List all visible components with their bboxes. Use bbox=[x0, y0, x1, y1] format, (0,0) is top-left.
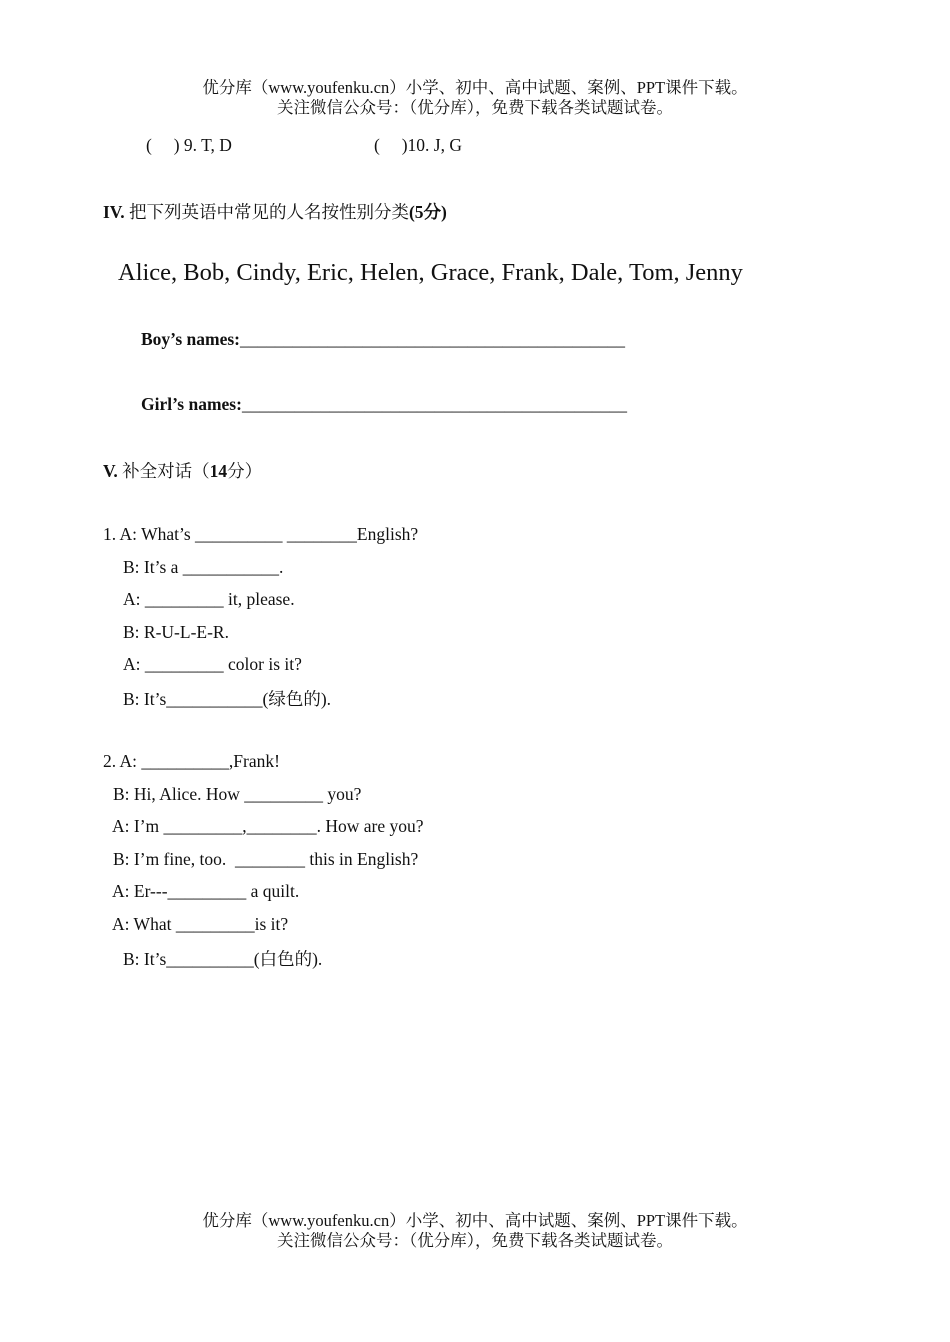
header-line-1: 优分库（www.youfenku.cn）小学、初中、高中试题、案例、PPT课件下载。 bbox=[202, 78, 748, 97]
section-5-title-end: 分） bbox=[227, 461, 263, 481]
dialogue-1-line: B: R-U-L-E-R. bbox=[123, 622, 229, 642]
boys-names-label: Boy’s names: bbox=[141, 329, 241, 349]
section-4-score: (5分) bbox=[408, 202, 447, 222]
dialogue-2-line: A: I’m _________,________. How are you? bbox=[112, 816, 424, 836]
section-5-score: 14 bbox=[209, 461, 228, 481]
dialogue-1-line: B: It’s___________(绿色的). bbox=[123, 689, 332, 709]
boys-names-row bbox=[141, 329, 625, 350]
section-4-heading bbox=[103, 199, 447, 224]
section-4-title: 把下列英语中常见的人名按性别分类 bbox=[124, 202, 409, 222]
section-5-heading bbox=[103, 458, 262, 483]
girls-names-row bbox=[141, 394, 627, 415]
dialogue-2-line: B: I’m fine, too. ________ this in English? bbox=[113, 849, 419, 869]
section-5-label: V. bbox=[103, 461, 118, 481]
dialogue-1-line: 1. A: What’s __________ ________English? bbox=[103, 524, 419, 544]
section-4-label: IV. bbox=[103, 202, 125, 222]
dialogue-2-line: B: It’s__________(白色的). bbox=[123, 949, 323, 969]
footer-line-1: 优分库（www.youfenku.cn）小学、初中、高中试题、案例、PPT课件下载。 bbox=[202, 1211, 748, 1230]
names-list: Alice, Bob, Cindy, Eric, Helen, Grace, Frank, Dale, Tom, Jenny bbox=[118, 259, 743, 286]
matching-item-9: ( ) 9. T, D bbox=[146, 135, 232, 155]
header-line-2: 关注微信公众号：（优分库），免费下载各类试题试卷。 bbox=[277, 98, 673, 117]
dialogue-1-line: B: It’s a ___________. bbox=[123, 557, 284, 577]
footer-line-2: 关注微信公众号：（优分库），免费下载各类试题试卷。 bbox=[277, 1231, 673, 1250]
section-5-title: 补全对话（ bbox=[117, 461, 210, 481]
dialogue-2-line: A: What _________is it? bbox=[112, 914, 289, 934]
girls-names-label: Girl’s names: bbox=[141, 394, 242, 414]
boys-names-blank: ____________________________________________ bbox=[240, 329, 626, 349]
dialogue-2-line: 2. A: __________,Frank! bbox=[103, 751, 280, 771]
girls-names-blank: ____________________________________________ bbox=[241, 394, 627, 414]
matching-item-10: ( )10. J, G bbox=[374, 135, 462, 155]
dialogue-1-line: A: _________ it, please. bbox=[123, 589, 295, 609]
dialogue-1-line: A: _________ color is it? bbox=[123, 654, 302, 674]
dialogue-2-line: B: Hi, Alice. How _________ you? bbox=[113, 784, 362, 804]
dialogue-2-line: A: Er---_________ a quilt. bbox=[112, 881, 300, 901]
